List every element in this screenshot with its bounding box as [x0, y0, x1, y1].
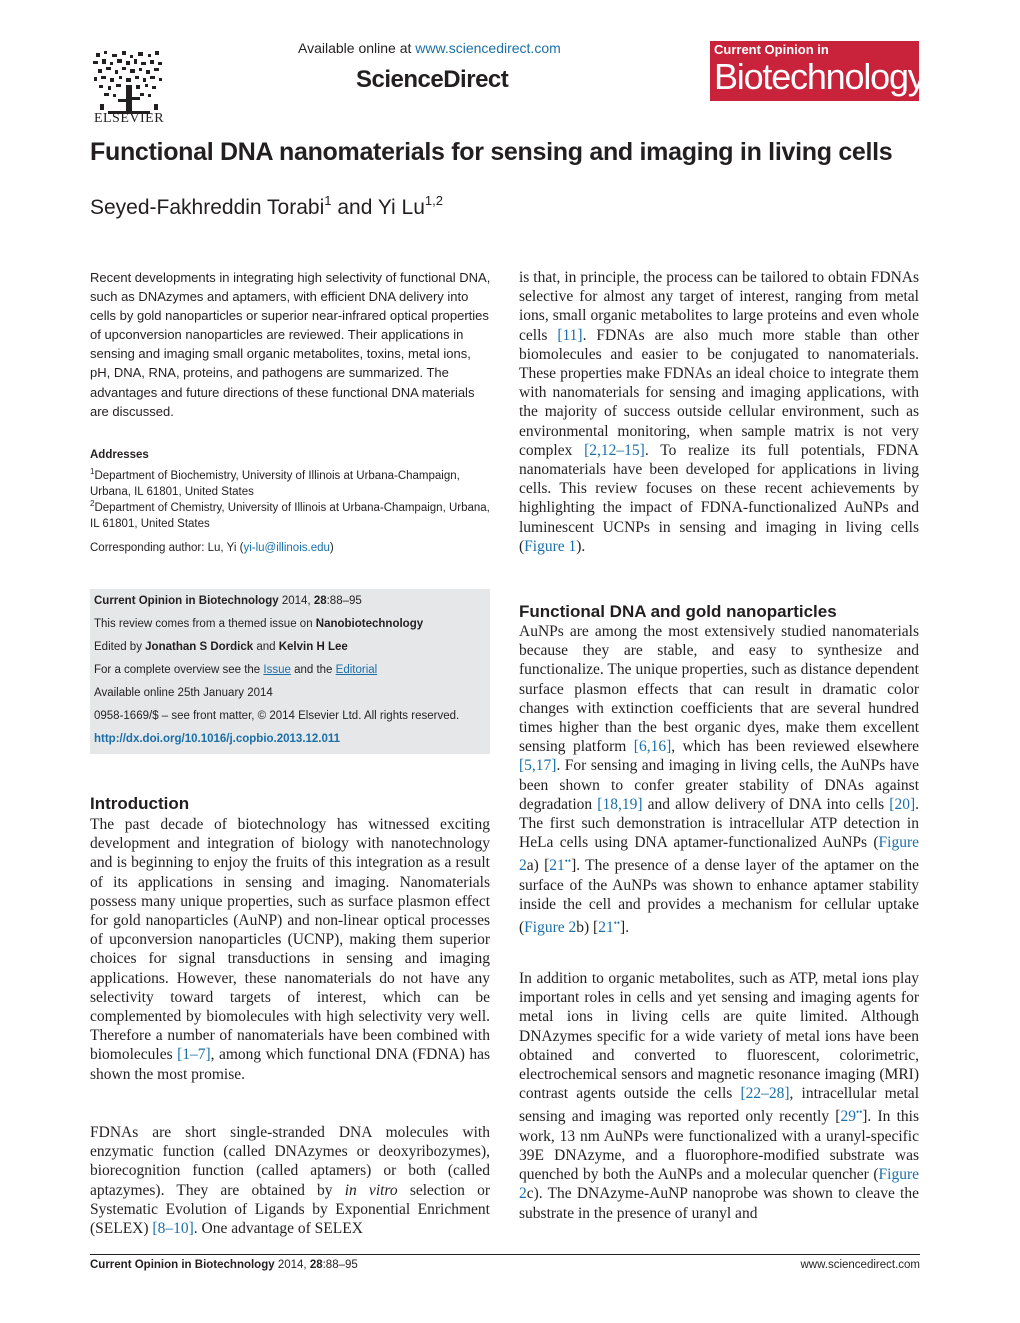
author-email-link[interactable]: yi-lu@illinois.edu [243, 542, 330, 554]
sciencedirect-link[interactable]: www.sciencedirect.com [415, 40, 561, 56]
right-paragraph-2: AuNPs are among the most extensively studied nanomaterials because they are stable, and easy to synthesize and functionalize. The unique properties, such as distance dependent surface plasmon effects that can result in dramatic color changes with extinction coefficients that are several hundred times higher than the best organic dyes, make them excellent sensing platform [6,16], which has been reviewed elsewhere [5,17]. For sensing and imaging in living cells, the AuNPs have been shown to confer greater stability of DNAs against degradation [18,19] and allow delivery of DNA into cells [20]. The first such demonstration is intracellular ATP detection in HeLa cells using DNA aptamer-functionalized AuNPs (Figure 2a) [21••]. The presence of a dense layer of the aptamer on the surface of the AuNPs was shown to enhance aptamer stability inside the cell and provides a mechanism for cellular uptake (Figure 2b) [21••]. [519, 623, 919, 937]
right-paragraph-3: In addition to organic metabolites, such as ATP, metal ions play important roles in cells and yet sensing and imaging agents for metal ions in living cells are quite limited. Although DNAzymes specific for a wide variety of metal ions have been obtained and converted to fluorescent, colorimetric, electrochemical sensors and magnetic resonance imaging (MRI) contrast agents outside the cells [22–28], intracellular metal sensing and imaging was reported only recently [29••]. In this work, 13 nm AuNPs were functionalized with a uranyl-specific 39E DNAzyme, and a fluorophore-modified substrate was quenched by both the AuNPs and a molecular quencher (Figure 2c). The DNAzyme-AuNP nanoprobe was shown to cleave the substrate in the presence of uranyl and [519, 970, 920, 1222]
ref-link[interactable]: [8–10] [152, 1220, 194, 1238]
article-info-box [90, 589, 490, 754]
figure-link[interactable]: Figure 2 [519, 1166, 919, 1203]
journal-logo [710, 41, 925, 101]
ref-link[interactable]: 29 [840, 1108, 856, 1126]
author-1[interactable]: Seyed-Fakhreddin Torabi [90, 196, 325, 219]
available-online: Available online at www.sciencedirect.com [298, 40, 561, 56]
ref-link[interactable]: [20] [889, 795, 916, 813]
address-1: $^1$Department of Biochemistry, University of Illinois at Urbana-Champaign, Urbana, IL 61801, United States [90, 467, 460, 498]
author-list: Seyed-Fakhreddin Torabi$^1$ and Yi Lu$^{1,2}$ [90, 193, 443, 219]
ref-link[interactable]: 21 [549, 857, 565, 875]
ref-link[interactable]: [11] [557, 326, 583, 344]
author-2[interactable]: Yi Lu [377, 196, 425, 219]
footer-url[interactable]: www.sciencedirect.com [800, 1259, 920, 1271]
ref-link[interactable]: [2,12–15] [584, 441, 645, 459]
corresponding-author: Corresponding author: Lu, Yi (yi-lu@illinois.edu) [90, 542, 334, 554]
journal-logo-top: Current Opinion in [714, 42, 829, 57]
info-available-date: Available online 25th January 2014 [94, 687, 273, 699]
editorial-link[interactable]: Editorial [335, 664, 378, 676]
figure-link[interactable]: Figure 2 [519, 834, 919, 875]
journal-logo-name: Biotechnology [714, 56, 925, 97]
ref-link[interactable]: [5,17] [519, 757, 557, 775]
figure-link[interactable]: Figure 1 [524, 537, 577, 555]
abstract: Recent developments in integrating high selectivity of functional DNA, such as DNAzymes and aptamers, with efficient DNA delivery into cells by gold nanoparticles or superior near-infrared optical properties of upconversion nanoparticles are reviewed. Their applications in sensing and imaging small organic metabolites, toxins, metal ions, pH, DNA, RNA, proteins, and pathogens are summarized. The advantages and future directions of these functional DNA materials are discussed. [90, 270, 491, 419]
right-paragraph-1: is that, in principle, the process can be tailored to obtain FDNAs selective for almost any target of interest, ranging from metal ions, small organic metabolites to large proteins and even whole cells [11]. FDNAs are also much more stable than other biomolecules and easier to be conjugated to nanomaterials. These properties make FDNAs an ideal choice to integrate them with nanomaterials for sensing and imaging applications, with the majority of success outside cellular environment, such as environmental monitoring, when sample matrix is not very complex [2,12–15]. To realize its full potentials, FDNA nanomaterials have been developed for applications in living cells. This review focuses on these recent achievements by highlighting the impact of FDNA-functionalized AuNPs and luminescent UCNPs in sensing and imaging in living cells (Figure 1). [519, 269, 920, 555]
issue-link[interactable]: Issue [263, 664, 291, 676]
intro-paragraph-2: FDNAs are short single-stranded DNA molecules with enzymatic function (called DNAzymes or deoxyribozymes), biorecognition function (called aptamers) or both (called aptazymes). They are obtained by in vitro selection or Systematic Evolution of Ligands by Exponential Enrichment (SELEX) [8–10]. One advantage of SELEX [90, 1124, 490, 1238]
publisher-name: ELSEVIER [93, 111, 165, 126]
info-citation: Current Opinion in Biotechnology 2014, 28:88–95 [94, 595, 362, 607]
footer-divider [90, 1254, 920, 1255]
info-editors: Edited by Jonathan S Dordick and Kelvin H Lee [94, 641, 348, 653]
addresses-heading: Addresses [90, 449, 149, 461]
intro-paragraph-1: The past decade of biotechnology has witnessed exciting development and integration of biology with nanotechnology and is beginning to enjoy the fruits of this integration as a result of its applications in sensing and imaging. Nanomaterials possess many unique properties, such as surface plasmon effect for gold nanoparticles (AuNP) and non-linear optical processes of upconversion nanoparticles (UCNP), making them superior choices for signal transductions in sensing and imaging applications. However, these nanomaterials do not have any selectivity toward targets of interest, which can be complemented by biomolecules with high selectivity very well. Therefore a number of nanomaterials have been combined with biomolecules [1–7], among which functional DNA (FDNA) has shown the most promise. [90, 816, 490, 1083]
section-heading-dna-gold: Functional DNA and gold nanoparticles [519, 602, 837, 621]
article-title: Functional DNA nanomaterials for sensing and imaging in living cells [90, 138, 893, 166]
footer-citation: Current Opinion in Biotechnology 2014, 28:88–95 [90, 1259, 358, 1271]
section-heading-introduction: Introduction [90, 794, 190, 813]
ref-link[interactable]: [18,19] [597, 795, 643, 813]
sciencedirect-brand: ScienceDirect [356, 66, 509, 93]
address-2: $^2$Department of Chemistry, University of Illinois at Urbana-Champaign, Urbana, IL 61801, United States [90, 499, 490, 530]
figure-link[interactable]: Figure 2 [524, 919, 577, 937]
ref-link[interactable]: [22–28] [740, 1085, 790, 1103]
info-overview: For a complete overview see the Issue and the Editorial [94, 664, 378, 676]
ref-link[interactable]: [6,16] [633, 738, 672, 756]
info-copyright: 0958-1669/$ – see front matter, © 2014 Elsevier Ltd. All rights reserved. [94, 710, 460, 722]
doi-link[interactable]: http://dx.doi.org/10.1016/j.copbio.2013.12.011 [94, 733, 341, 745]
ref-link[interactable]: 21 [598, 919, 614, 937]
info-theme: This review comes from a themed issue on Nanobiotechnology [94, 618, 424, 630]
ref-link[interactable]: [1–7] [177, 1046, 211, 1064]
